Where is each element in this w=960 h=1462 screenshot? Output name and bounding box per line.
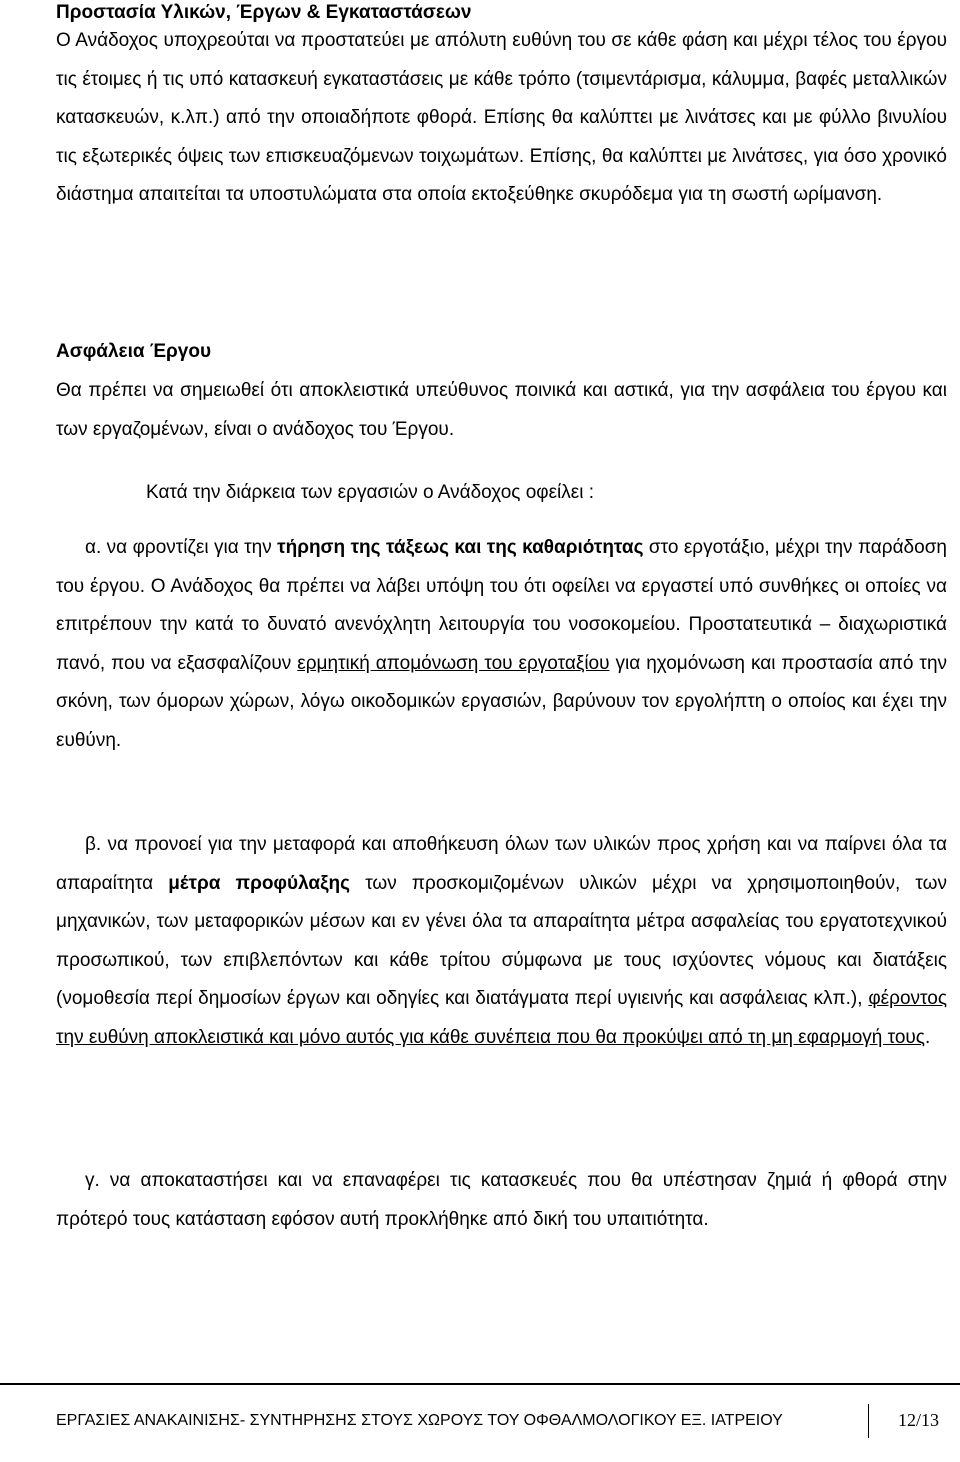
obligation-item-c <box>56 1162 947 1239</box>
obligations-intro: Κατά την διάρκεια των εργασιών ο Ανάδοχος οφείλει : <box>146 482 595 503</box>
footer-separator <box>868 1404 869 1438</box>
item-b-mid: των προσκομιζομένων υλικών μέχρι να χρησιμοποιηθούν, των μηχανικών, των μεταφορικών μέσων και εν γένει όλα τα απαραίτητα μέτρα ασφαλείας του εργατοτεχνικού προσωπικού, των επιβλεπόντων και κάθε τρίτου σύμφωνα με τους ισχύοντες νόμους και διατάξεις (νομοθεσία περί δημοσίων έργων και οδηγίες και διατάγματα περί υγιεινής και ασφάλειας κλπ.), <box>56 872 947 1010</box>
page-footer <box>56 1408 947 1438</box>
item-b-underlined: φέροντος την ευθύνη αποκλειστικά και μόνο αυτός για κάθε συνέπεια που θα προκύψει από τη μη εφαρμογή τους <box>56 988 947 1048</box>
item-a-lead: α. να φροντίζει για την <box>85 537 278 558</box>
item-a-bold: τήρηση της τάξεως και της καθαριότητας <box>277 537 644 558</box>
item-a-tail: για ηχομόνωση και προστασία από την σκόνη, των όμορων χώρων, λόγω οικοδομικών εργασιών, βαρύνουν τον εργολήπτη ο οποίος και έχει την ευθύνη. <box>56 652 948 751</box>
obligation-item-b <box>56 826 947 1058</box>
item-a-underlined: ερμητική απομόνωση του εργοταξίου <box>297 652 610 674</box>
footer-title: ΕΡΓΑΣΙΕΣ ΑΝΑΚΑΙΝΙΣΗΣ- ΣΥΝΤΗΡΗΣΗΣ ΣΤΟΥΣ ΧΩΡΟΥΣ ΤΟΥ ΟΦΘΑΛΜΟΛΟΓΙΚΟΥ ΕΞ. ΙΑΤΡΕΙΟΥ <box>56 1412 783 1429</box>
item-a-mid: στο εργοτάξιο, μέχρι την παράδοση του έργου. Ο Ανάδοχος θα πρέπει να λάβει υπόψη του ότι οφείλει να εργαστεί υπό συνθήκες οι οποίες να επιτρέπουν την κατά το δυνατό ανενόχλητη λειτουργία του νοσοκομείου. Προστατευτικά – διαχωριστικά πανό, που να εξασφαλίζουν <box>56 537 947 674</box>
page-number: 12/13 <box>897 1410 939 1430</box>
item-b-bold: μέτρα προφύλαξης <box>168 872 351 894</box>
protection-paragraph: Ο Ανάδοχος υποχρεούται να προστατεύει με απόλυτη ευθύνη του σε κάθε φάση και μέχρι τέλος του έργου τις έτοιμες ή τις υπό κατασκευή εγκαταστάσεις με κάθε τρόπο (τσιμεντάρισμα, κάλυμμα, βαφές μεταλλικών κατασκευών, κ.λπ.) από την οποιαδήποτε φθορά. Επίσης θα καλύπτει με λινάτσες και με φύλλο βινυλίου τις εξωτερικές όψεις των επισκευαζόμενων τοιχωμάτων. Επίσης, θα καλύπτει με λινάτσες, για όσο χρονικό διάστημα απαιτείται τα υποστυλώματα στα οποία εκτοξεύθηκε σκυρόδεμα για τη σωστή ωρίμανση. <box>56 30 947 206</box>
obligation-item-a <box>56 529 947 761</box>
footer-divider <box>0 1383 960 1385</box>
item-b-lead: β. να προνοεί για την μεταφορά και αποθήκευση όλων των υλικών προς χρήση και να παίρνει όλα τα απαραίτητα <box>56 834 947 894</box>
safety-paragraph: Θα πρέπει να σημειωθεί ότι αποκλειστικά υπεύθυνος ποινικά και αστικά, για την ασφάλεια του έργου και των εργαζομένων, είναι ο ανάδοχος του Έργου. <box>56 380 947 440</box>
item-c-text: γ. να αποκαταστήσει και να επαναφέρει τις κατασκευές που θα υπέστησαν ζημιά ή φθορά στην πρότερό τους κατάσταση εφόσον αυτή προκλήθηκε από δική του υπαιτιότητα. <box>56 1170 947 1230</box>
item-b-tail: . <box>924 1026 931 1048</box>
section-heading-protection: Προστασία Υλικών, Έργων & Εγκαταστάσεων <box>56 2 472 23</box>
section-heading-safety: Ασφάλεια Έργου <box>56 341 212 362</box>
